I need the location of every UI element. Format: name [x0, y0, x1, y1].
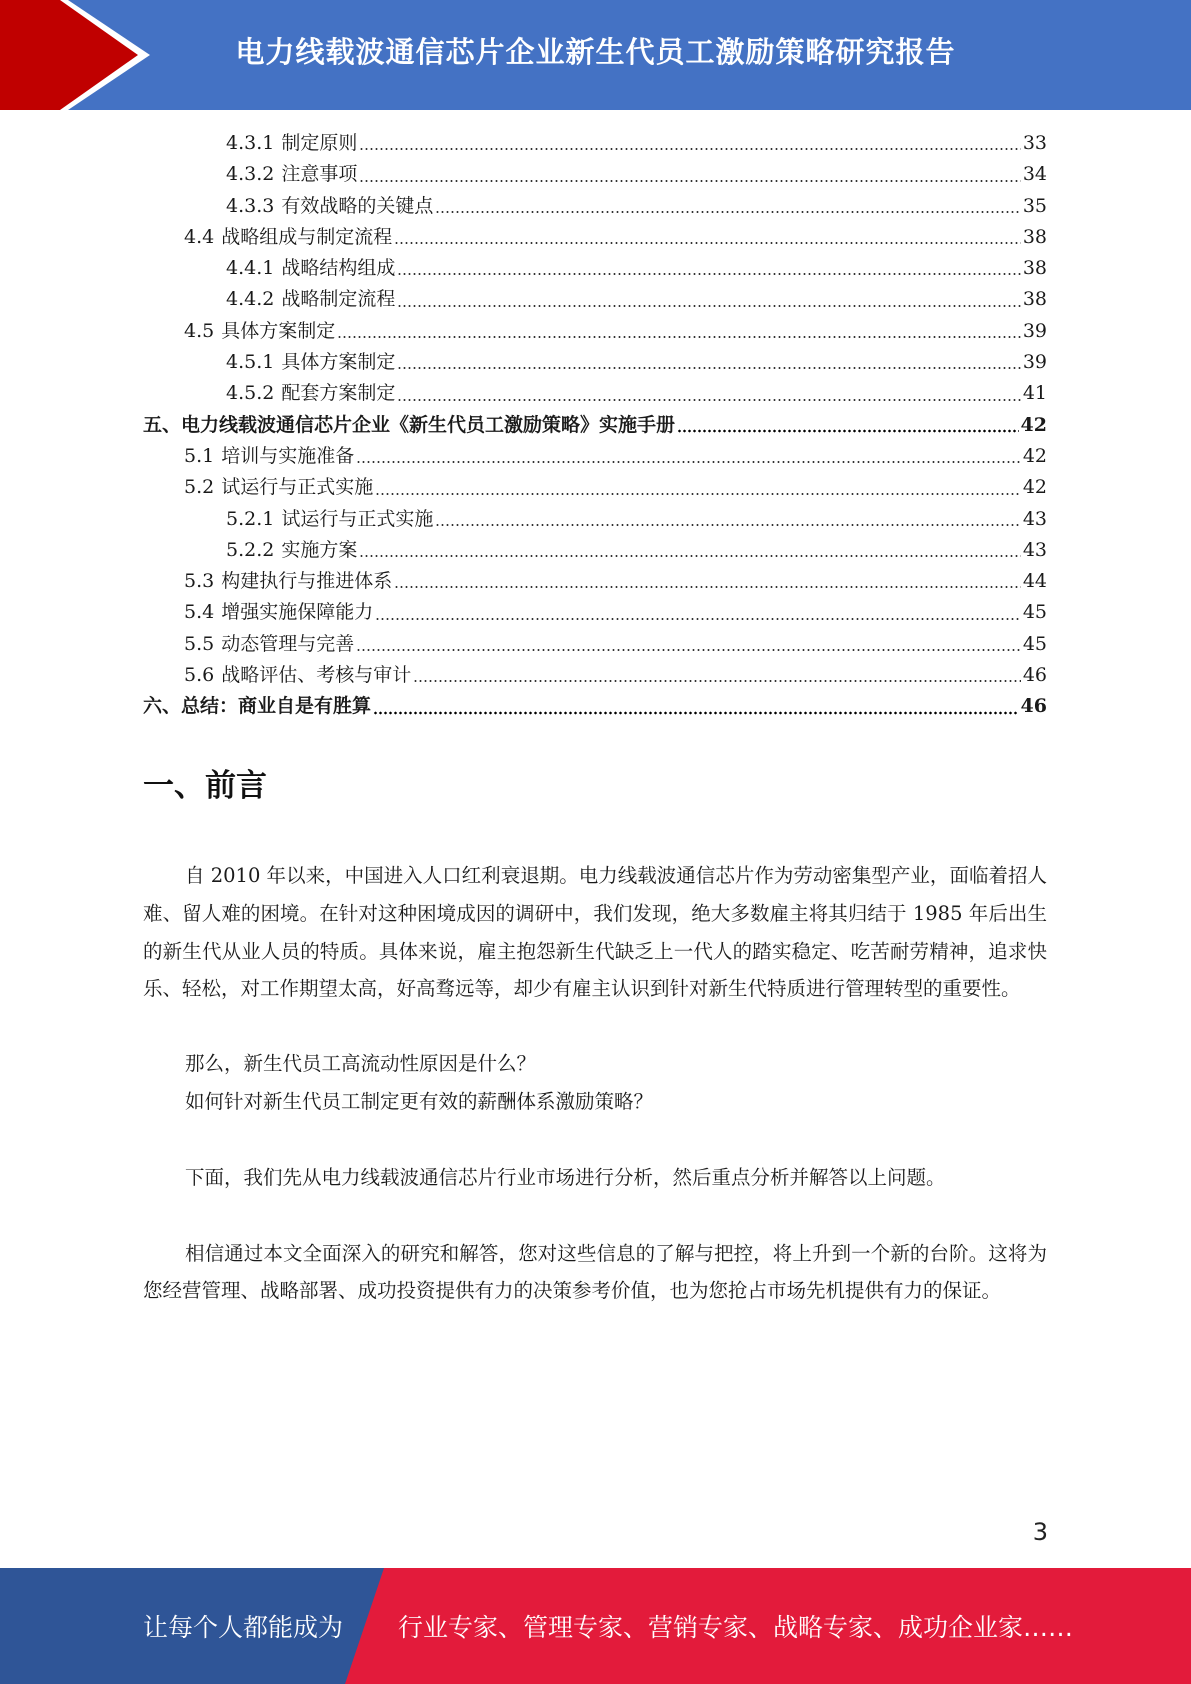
toc-entry-page: 42 — [1020, 413, 1047, 436]
paragraph-intro: 自 2010 年以来，中国进入人口红利衰退期。电力线载波通信芯片作为劳动密集型产业，面临着招人难、留人难的困境。在针对这种困境成因的调研中，我们发现，绝大多数雇主将其归结于 1985 年后出生的新生代从业人员的特质。具体来说，雇主抱怨新生代缺乏上一代人的踏实稳定、吃苦耐劳精神，追求快乐、轻松，对工作期望太高，好高骛远等，却少有雇主认识到针对新生代特质进行管理转型的重要性。 — [143, 864, 1047, 1001]
toc-entry-number: 5.2 — [184, 476, 215, 499]
section-heading: 一、前言 — [143, 768, 267, 804]
toc-entry[interactable] — [143, 222, 1047, 253]
toc-entry-label: 六、总结：商业自是有胜算 — [143, 695, 372, 718]
toc-entry-number: 4.3.3 — [226, 194, 275, 217]
toc-entry-page: 34 — [1022, 163, 1047, 186]
paragraph-conclusion: 相信通过本文全面深入的研究和解答，您对这些信息的了解与把控，将上升到一个新的台阶。这将为您经营管理、战略部署、成功投资提供有力的决策参考价值，也为您抢占市场先机提供有力的保证。 — [143, 1241, 1047, 1303]
toc-entry[interactable] — [143, 472, 1047, 503]
toc-dot-leader — [373, 711, 1019, 715]
toc-entry-number: 5.2.1 — [226, 507, 275, 530]
footer-slogan-left: 让每个人都能成为 — [143, 1613, 344, 1642]
toc-entry-number: 4.4.2 — [226, 288, 275, 311]
toc-entry-number: 5.6 — [184, 664, 215, 687]
toc-dot-leader — [356, 460, 1021, 464]
toc-entry-label: 培训与实施准备 — [221, 444, 355, 467]
header-arrow-icon — [0, 0, 160, 110]
toc-entry-page: 35 — [1022, 194, 1047, 217]
toc-dot-leader — [397, 304, 1020, 308]
footer-slogan-right: 行业专家、管理专家、营销专家、战略专家、成功企业家…… — [398, 1613, 1074, 1642]
document-title: 电力线载波通信芯片企业新生代员工激励策略研究报告 — [235, 34, 956, 69]
toc-entry[interactable] — [143, 253, 1047, 284]
toc-entry[interactable] — [143, 691, 1047, 722]
toc-dot-leader — [677, 429, 1019, 433]
table-of-contents — [143, 128, 1047, 723]
paragraph-analysis: 下面，我们先从电力线载波通信芯片行业市场进行分析，然后重点分析并解答以上问题。 — [185, 1165, 946, 1189]
toc-dot-leader — [359, 147, 1020, 151]
toc-entry-page: 39 — [1022, 319, 1047, 342]
toc-dot-leader — [356, 648, 1021, 652]
body-text — [143, 857, 1047, 1310]
toc-entry-number: 5.5 — [184, 632, 215, 655]
footer-band — [0, 1568, 1191, 1684]
toc-dot-leader — [435, 523, 1020, 527]
toc-entry-number: 5.4 — [184, 601, 215, 624]
toc-entry[interactable] — [143, 441, 1047, 472]
toc-entry-page: 38 — [1022, 257, 1047, 280]
toc-entry-label: 制定原则 — [281, 132, 358, 154]
toc-entry-label: 试运行与正式实施 — [281, 507, 434, 530]
toc-entry[interactable] — [143, 629, 1047, 660]
question-1: 那么，新生代员工高流动性原因是什么？ — [185, 1052, 537, 1076]
toc-dot-leader — [394, 241, 1021, 245]
toc-entry-label: 实施方案 — [281, 538, 358, 561]
toc-entry-label: 战略评估、考核与审计 — [221, 664, 412, 687]
toc-dot-leader — [375, 492, 1021, 496]
toc-entry-page: 43 — [1022, 538, 1047, 561]
toc-entry[interactable] — [143, 535, 1047, 566]
toc-dot-leader — [394, 585, 1021, 589]
toc-entry-number: 4.5.1 — [226, 351, 275, 374]
toc-entry-page: 46 — [1022, 664, 1047, 687]
toc-dot-leader — [375, 617, 1021, 621]
toc-entry[interactable] — [143, 128, 1047, 159]
toc-entry-label: 增强实施保障能力 — [221, 601, 374, 624]
toc-dot-leader — [397, 398, 1020, 402]
toc-entry-page: 42 — [1022, 476, 1047, 499]
page-number: 3 — [1032, 1518, 1048, 1546]
toc-dot-leader — [337, 335, 1021, 339]
toc-entry-label: 配套方案制定 — [281, 382, 396, 405]
toc-entry-number: 4.5 — [184, 319, 215, 342]
toc-entry-page: 43 — [1022, 507, 1047, 530]
toc-entry-label: 五、电力线载波通信芯片企业《新生代员工激励策略》实施手册 — [143, 413, 676, 436]
toc-entry-page: 39 — [1022, 351, 1047, 374]
toc-entry-label: 注意事项 — [281, 163, 358, 186]
toc-entry-label: 构建执行与推进体系 — [221, 570, 393, 593]
toc-entry[interactable] — [143, 316, 1047, 347]
toc-dot-leader — [435, 210, 1020, 214]
toc-entry-label: 具体方案制定 — [281, 351, 396, 374]
toc-entry-page: 33 — [1022, 132, 1047, 154]
toc-entry[interactable] — [143, 347, 1047, 378]
toc-entry-label: 动态管理与完善 — [221, 632, 355, 655]
toc-entry-page: 41 — [1022, 382, 1047, 405]
toc-entry-number: 5.2.2 — [226, 538, 275, 561]
toc-entry-number: 4.5.2 — [226, 382, 275, 405]
toc-dot-leader — [397, 366, 1020, 370]
toc-entry[interactable] — [143, 660, 1047, 691]
toc-entry-page: 44 — [1022, 570, 1047, 593]
toc-entry-number: 5.1 — [184, 444, 215, 467]
toc-entry-label: 具体方案制定 — [221, 319, 336, 342]
toc-entry-label: 战略结构组成 — [281, 257, 396, 280]
toc-dot-leader — [359, 179, 1020, 183]
toc-entry-page: 38 — [1022, 225, 1047, 248]
toc-entry-label: 有效战略的关键点 — [281, 194, 434, 217]
toc-dot-leader — [397, 272, 1020, 276]
toc-entry[interactable] — [143, 410, 1047, 441]
toc-entry-number: 5.3 — [184, 570, 215, 593]
toc-entry-number: 4.3.2 — [226, 163, 275, 186]
toc-entry[interactable] — [143, 284, 1047, 315]
toc-dot-leader — [359, 554, 1020, 558]
toc-entry-number: 4.3.1 — [226, 132, 275, 154]
toc-entry[interactable] — [143, 159, 1047, 190]
header-band — [0, 0, 1191, 110]
toc-entry-page: 46 — [1020, 695, 1047, 718]
toc-dot-leader — [413, 679, 1021, 683]
toc-entry[interactable] — [143, 504, 1047, 535]
toc-entry[interactable] — [143, 566, 1047, 597]
toc-entry[interactable] — [143, 378, 1047, 409]
toc-entry-label: 战略组成与制定流程 — [221, 225, 393, 248]
toc-entry[interactable] — [143, 597, 1047, 628]
toc-entry-number: 4.4 — [184, 225, 215, 248]
question-2: 如何针对新生代员工制定更有效的薪酬体系激励策略？ — [185, 1089, 654, 1113]
toc-entry-page: 38 — [1022, 288, 1047, 311]
toc-entry-page: 45 — [1022, 632, 1047, 655]
toc-entry-page: 42 — [1022, 444, 1047, 467]
toc-entry[interactable] — [143, 191, 1047, 222]
toc-entry-label: 试运行与正式实施 — [221, 476, 374, 499]
toc-entry-page: 45 — [1022, 601, 1047, 624]
toc-entry-number: 4.4.1 — [226, 257, 275, 280]
toc-entry-label: 战略制定流程 — [281, 288, 396, 311]
